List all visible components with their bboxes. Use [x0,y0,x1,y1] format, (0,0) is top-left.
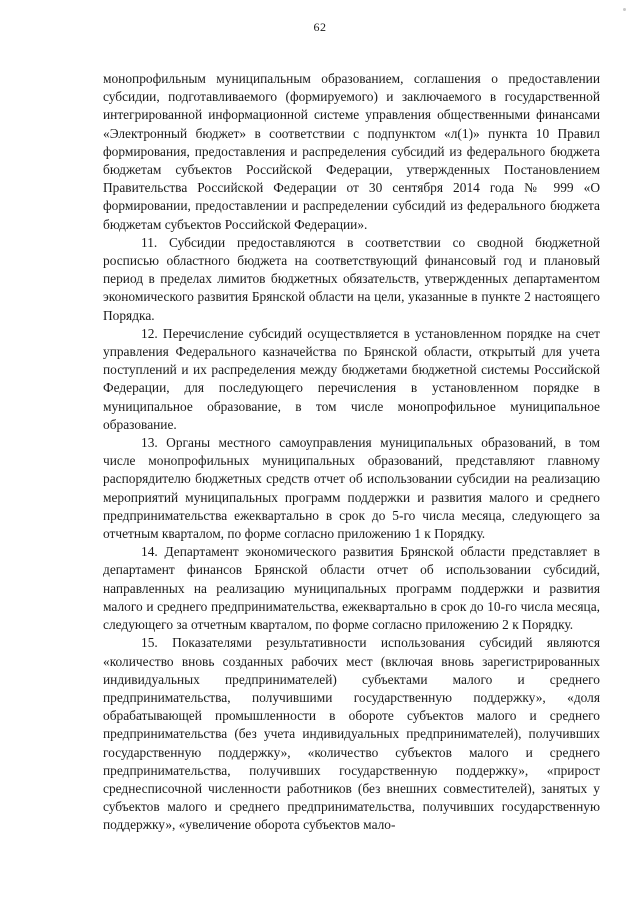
paragraph-item-14: 14. Департамент экономического развития Брянской области представляет в департамент финансов Брянской области отчет об использовании субсидий, направленных на реализацию муниципальных программ поддержки и развития малого и среднего предпринимательства, ежеквартально в срок до 10-го числа месяца, следующего за отчетным кварталом, по форме согласно приложению 2 к Порядку. [103,544,600,633]
scan-speck [623,8,626,11]
paragraph-continuation: монопрофильным муниципальным образованием, соглашения о предоставлении субсидии, подготавливаемого (формируемого) и заключаемого в государственной интегрированной информационной системе управления общественными финансами «Электронный бюджет» в соответствии с подпунктом «л(1)» пункта 10 Правил формирования, предоставления и распределения субсидий из федерального бюджета бюджетам субъектов Российской Федерации, утвержденных Постановлением Правительства Российской Федерации от 30 сентября 2014 года № 999 «О формировании, предоставлении и распределении субсидий из федерального бюджета бюджетам субъектов Российской Федерации». [103,71,600,232]
paragraph-item-11: 11. Субсидии предоставляются в соответствии со сводной бюджетной росписью областного бюджета на соответствующий финансовый год и плановый период в пределах лимитов бюджетных обязательств, утвержденных департаментом экономического развития Брянской области на цели, указанные в пункте 2 настоящего Порядка. [103,234,600,323]
paragraph-item-15: 15. Показателями результативности использования субсидий являются «количество вновь созданных рабочих мест (включая вновь зарегистрированных индивидуальных предпринимателей) субъектами малого и среднего предпринимательства, получившими государственную поддержку», «доля обрабатывающей промышленности в обороте субъектов малого и среднего предпринимательства (без учета индивидуальных предпринимателей), получивших государственную поддержку», «количество субъектов малого и среднего предпринимательства, получивших государственную поддержку», «прирост среднесписочной численности работников (без внешних совместителей), занятых у субъектов малого и среднего предпринимательства, получивших государственную поддержку», «увеличение оборота субъектов мало- [103,635,600,833]
paragraph-item-13: 13. Органы местного самоуправления муниципальных образований, в том числе монопрофильных муниципальных образований, представляют главному распорядителю бюджетных средств отчет об использовании субсидии на реализацию мероприятий муниципальных программ поддержки и развития малого и среднего предпринимательства ежеквартально в срок до 5-го числа месяца, следующего за отчетным кварталом, по форме согласно приложению 1 к Порядку. [103,435,600,542]
document-body [103,70,600,835]
paragraph-item-12: 12. Перечисление субсидий осуществляется в установленном порядке на счет управления Федерального казначейства по Брянской области, открытый для учета поступлений и их распределения между бюджетами бюджетной системы Российской Федерации, для последующего перечисления в установленном порядке в муниципальное образование, в том числе монопрофильное муниципальное образование. [103,325,600,432]
page-number: 62 [313,20,327,34]
